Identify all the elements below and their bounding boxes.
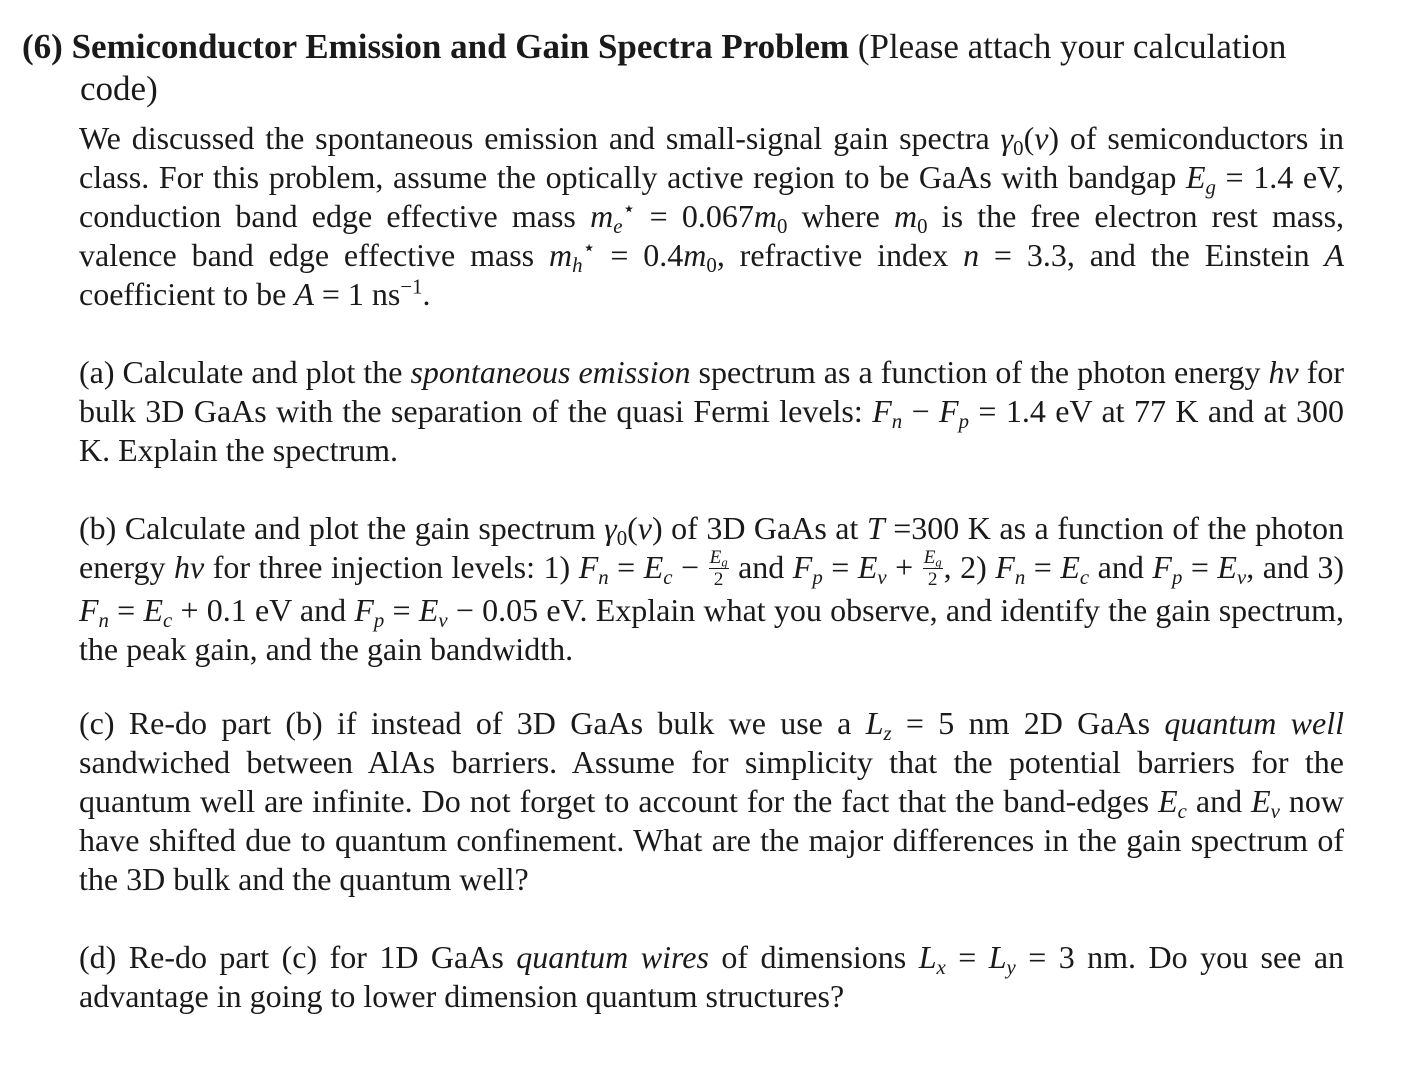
problem-note: (Please attach your calculation	[857, 27, 1287, 66]
problem-number: (6)	[22, 27, 63, 66]
part-d-paragraph: (d) Re-do part (c) for 1D GaAs quantum wires of dimensions $L_x = L_y = 3$ nm. Do you see an advantage in going to lower dimension quantum structures?	[79, 939, 1345, 1014]
part-a-paragraph: (a) Calculate and plot the spontaneous emission spectrum as a function of the photon energy hν for bulk 3D GaAs with the separation of the quasi Fermi levels: $F_n - F_p = 1.4$ eV at 77 K and at 300 K. Explain the spectrum.	[79, 354, 1345, 468]
intro-paragraph: We discussed the spontaneous emission and small-signal gain spectra $\gamma_0(\nu)$ of semiconductors in class. For this problem, assume the optically active region to be GaAs with bandgap $E_g = 1.4$ eV, conduction band edge effective mass $m_e^⋆ = 0.067m_0$ where $m_0$ is the free electron rest mass, valence band edge effective mass $m_h^⋆ = 0.4m_0$, refractive index n = 3.3, and the Einstein A coefficient to be A = 1 $ns^{-1}$.	[79, 120, 1345, 312]
emphasis: quantum wires	[516, 939, 709, 975]
problem-title: Semiconductor Emission and Gain Spectra Problem	[71, 27, 850, 66]
part-b-paragraph: (b) Calculate and plot the gain spectrum $\gamma_0(\nu)$ of 3D GaAs at T =300 K as a function of the photon energy hν for three injection levels: 1) $F_n = E_c$ − $\frac{E_g}{2}$ and $F_p = E_v$ + $\frac{E_g}{2}$ , 2) $F_n = E_c$ and $F_p = E_v$, and 3) $F_n = E_c + 0.1$ eV and $F_p = E_v - 0.05$ eV. Explain what you observe, and identify the gain spectrum, the peak gain, and the gain bandwidth.	[79, 510, 1345, 668]
part-c-paragraph: (c) Re-do part (b) if instead of 3D GaAs bulk we use a $L_z = 5$ nm 2D GaAs quantum well sandwiched between AlAs barriers. Assume for simplicity that the potential barriers for the quantum well are infinite. Do not forget to account for the fact that the band-edges $E_c$ and $E_v$ now have shifted due to quantum confinement. What are the major differences in the gain spectrum of the 3D bulk and the quantum well?	[79, 705, 1345, 897]
problem-heading	[22, 26, 1402, 110]
gain-symbol: $\gamma_0(\nu)$	[1000, 120, 1060, 161]
emphasis: quantum well	[1164, 705, 1345, 741]
problem-note-continuation: code)	[80, 69, 158, 108]
emphasis: spontaneous emission	[410, 354, 691, 390]
